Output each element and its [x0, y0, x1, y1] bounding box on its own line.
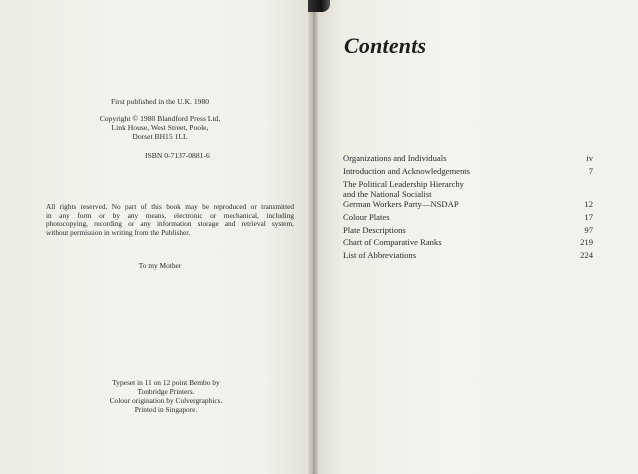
toc-entry-page-number: 97 — [584, 224, 593, 235]
toc-entry-label-line: List of Abbreviations — [343, 250, 417, 261]
colophon-line: Colour origination by Culvergraphics. — [109, 396, 223, 405]
toc-entry — [343, 153, 593, 163]
toc-entry-page-number: 224 — [580, 250, 593, 261]
toc-entry-label-line: Introduction and Acknowledgements — [343, 165, 470, 176]
toc-entry-label — [343, 179, 593, 210]
copyright-block — [60, 114, 260, 142]
dedication: To my Mother — [138, 261, 182, 270]
toc-entry-page-number: iv — [586, 153, 593, 163]
isbn-line: ISBN 0-7137-0881-6 — [145, 151, 210, 160]
copyright-line: Link House, West Street, Poole, — [111, 123, 209, 133]
toc-entry-page-number: 7 — [588, 165, 593, 176]
colophon-line: Typeset in 11 on 12 point Bembo by — [112, 378, 220, 387]
toc-entry — [343, 179, 593, 210]
binding-shadow — [308, 0, 330, 12]
toc-entry — [343, 225, 593, 235]
toc-entry-page-number: 219 — [580, 237, 593, 248]
toc-entry-page-number: 17 — [584, 211, 593, 222]
toc-entry-label — [343, 225, 593, 235]
book-gutter — [308, 0, 318, 474]
toc-entry-label — [343, 212, 593, 222]
toc-entry — [343, 166, 593, 176]
colophon-line: Printed in Singapore. — [134, 405, 198, 414]
toc-entry-label-line: German Workers Party—NSDAP — [343, 199, 459, 209]
toc-entry-label-line: Plate Descriptions — [343, 224, 406, 235]
toc-entry-page-number: 12 — [584, 199, 593, 209]
rights-line: in any form or by any means, electronic or mechanical, including — [46, 210, 294, 220]
colophon-line: Tonbridge Printers. — [137, 387, 195, 396]
toc-entry-label — [343, 237, 593, 247]
toc-entry-label — [343, 166, 593, 176]
toc-entry-label — [343, 153, 593, 163]
rights-notice — [46, 203, 294, 237]
copyright-line: Dorset BH15 1LL — [132, 132, 188, 142]
toc-entry — [343, 237, 593, 247]
toc-entry-label — [343, 250, 593, 260]
colophon-block — [90, 378, 242, 414]
toc-entry — [343, 250, 593, 260]
contents-title: Contents — [344, 33, 427, 58]
rights-line: photocopying, recording or any information storage and retrieval system, — [46, 219, 294, 229]
first-published-line: First published in the U.K. 1980 — [110, 97, 210, 106]
rights-line: without permission in writing from the Publisher. — [46, 227, 191, 237]
toc-entry-label-line: and the National Socialist — [343, 188, 432, 199]
toc-entry-label-line: Chart of Comparative Ranks — [343, 237, 442, 248]
rights-line: All rights reserved. No part of this book may be reproduced or transmitted — [46, 202, 294, 211]
toc-entry-label-line: The Political Leadership Hierarchy — [343, 178, 464, 189]
toc-entry — [343, 212, 593, 222]
table-of-contents — [343, 153, 593, 260]
toc-entry-label-line: Organizations and Individuals — [343, 153, 447, 163]
copyright-line: Copyright © 1980 Blandford Press Ltd, — [99, 114, 221, 123]
toc-entry-label-line: Colour Plates — [343, 211, 390, 222]
